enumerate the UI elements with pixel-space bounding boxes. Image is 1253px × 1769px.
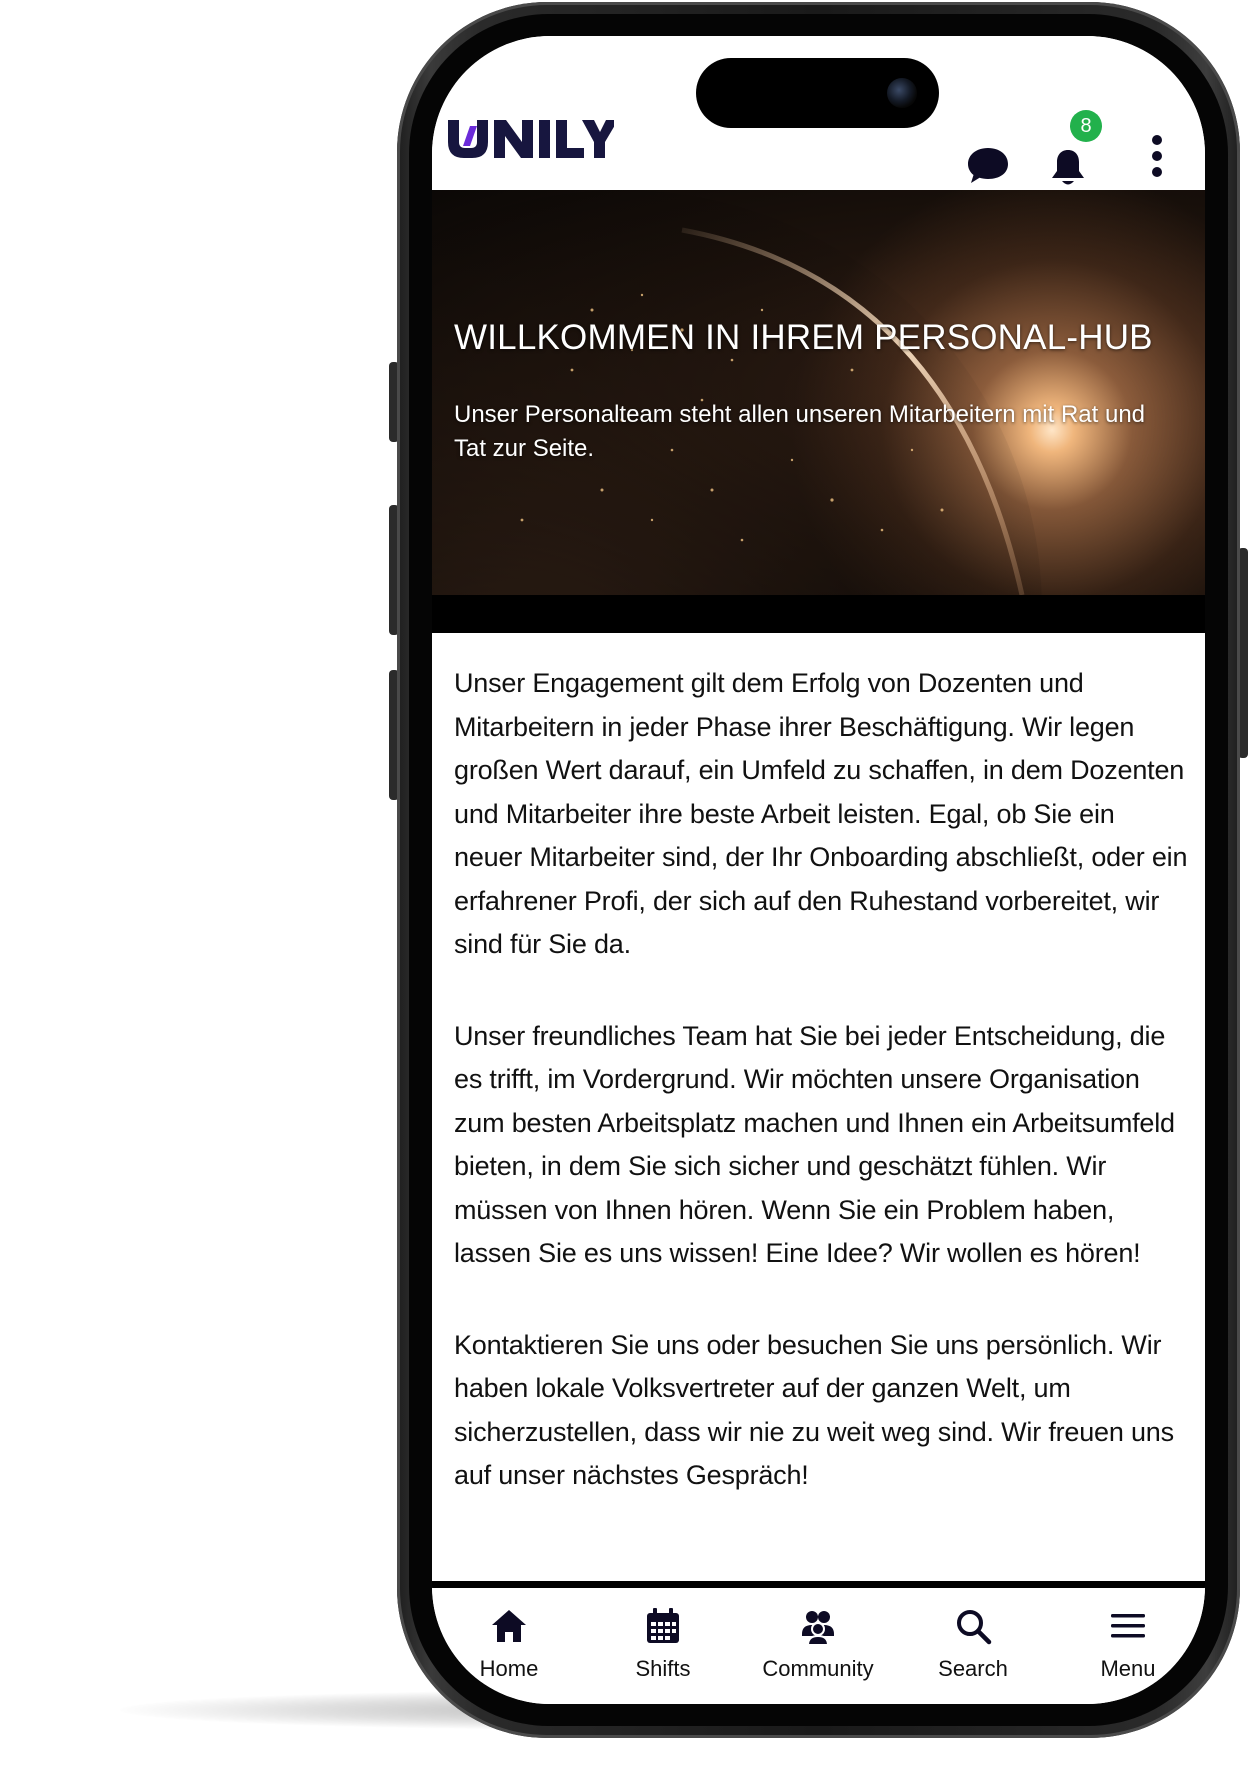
nav-label-search: Search: [938, 1656, 1008, 1681]
paragraph-1: Unser Engagement gilt dem Erfolg von Dozenten und Mitarbeitern in jeder Phase ihrer Beschäftigung. Wir legen großen Wert darauf, ein Umfeld zu schaffen, in dem Dozenten und Mitarbeiter ihre beste Arbeit leisten. Egal, ob Sie ein neuer Mitarbeiter sind, der Ihr Onboarding abschließt, oder ein erfahrener Profi, der sich auf den Ruhestand vorbereitet, wir sind für Sie da.: [454, 668, 1188, 959]
nav-label-shifts: Shifts: [635, 1656, 691, 1681]
more-vertical-icon[interactable]: [1150, 134, 1164, 182]
earth-image: [432, 190, 1205, 595]
unily-logo[interactable]: [444, 112, 614, 168]
nav-label-community: Community: [762, 1656, 874, 1681]
nav-item-community[interactable]: [741, 1588, 895, 1704]
home-icon: [489, 1606, 529, 1646]
people-icon: [798, 1606, 838, 1646]
phone-screen: [432, 36, 1205, 1704]
front-camera: [887, 78, 917, 108]
hero-title: WILLKOMMEN IN IHREM PERSONAL-HUB: [454, 318, 1153, 357]
hero-banner: [432, 190, 1205, 595]
hamburger-menu-icon: [1108, 1606, 1148, 1646]
search-icon: [953, 1606, 993, 1646]
paragraph-2: Unser freundliches Team hat Sie bei jeder Entscheidung, die es trifft, im Vordergrund. Wir möchten unsere Organisation zum besten Arbeitsplatz machen und Ihnen ein Arbeitsumfeld bieten, in dem Sie sich sicher und geschätzt fühlen. Wir müssen von Ihnen hören. Wenn Sie ein Problem haben, lassen Sie es uns wissen! Eine Idee? Wir wollen es hören!: [454, 1020, 1175, 1268]
paragraph-3: Kontaktieren Sie uns oder besuchen Sie uns persönlich. Wir haben lokale Volksvertreter auf der ganzen Welt, um sicherzustellen, dass wir nie zu weit weg sind. Wir freuen uns auf unser nächstes Gespräch!: [454, 1329, 1174, 1490]
nav-label-menu: Menu: [1100, 1656, 1156, 1681]
nav-divider: [432, 1581, 1205, 1588]
nav-label-home: Home: [479, 1656, 539, 1681]
calendar-icon: [643, 1606, 683, 1646]
nav-item-menu[interactable]: [1051, 1588, 1205, 1704]
hero-divider: [432, 595, 1205, 633]
chat-icon[interactable]: [966, 146, 1010, 190]
dynamic-island: [696, 58, 939, 128]
bottom-nav: [432, 1588, 1205, 1704]
page-content: [454, 662, 1189, 1546]
bell-icon[interactable]: [1048, 146, 1088, 194]
nav-item-home[interactable]: [432, 1588, 586, 1704]
nav-item-shifts[interactable]: [586, 1588, 740, 1704]
notification-badge: 8: [1070, 110, 1102, 142]
nav-item-search[interactable]: [896, 1588, 1050, 1704]
hero-subtitle: Unser Personalteam steht allen unseren Mitarbeitern mit Rat und Tat zur Seite.: [454, 401, 1146, 462]
